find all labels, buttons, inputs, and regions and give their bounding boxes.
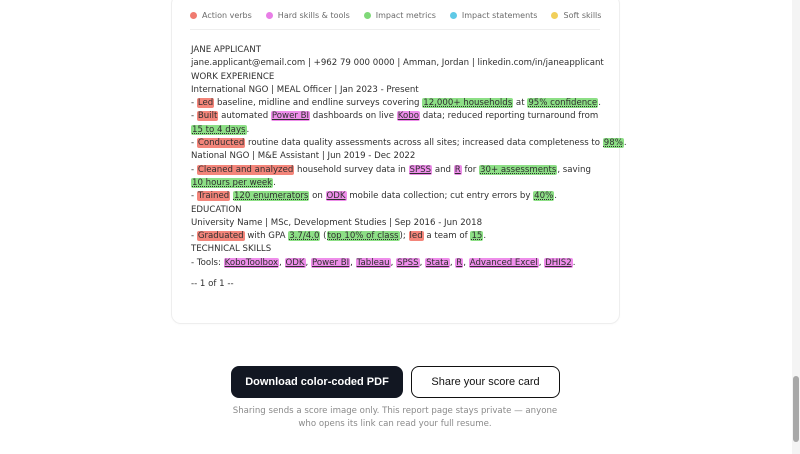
job-header: National NGO | M&E Assistant | Jun 2019 - Dec 2022 [191,151,416,162]
impact-metric: 10 hours per week [192,177,273,188]
bullet-line: - Graduated with GPA 3.7/4.0 (top 10% of class); led a team of 15. [191,231,487,242]
legend-dot-hard-skills [266,12,273,19]
impact-metric: 12,000+ households [423,98,513,109]
resume-contact: jane.applicant@email.com | +962 79 000 0000 | Amman, Jordan | linkedin.com/in/janeapplicant [191,58,604,69]
impact-metric: 15 to 4 days [192,124,246,135]
share-score-card-button[interactable]: Share your score card [411,366,560,398]
education-header: University Name | MSc, Development Studies | Sep 2016 - Jun 2018 [191,217,483,228]
bullet-line: - Led baseline, midline and endline surveys covering 12,000+ households at 95% confidence. [191,98,601,109]
hard-skill: SPSS [409,164,432,175]
impact-metric: 95% confidence [528,98,598,109]
section-heading-skills: TECHNICAL SKILLS [191,244,272,255]
hard-skill: R [456,257,463,268]
legend-item-impact-metrics: Impact metrics [364,9,436,21]
hard-skill: KoboToolbox [224,257,279,268]
action-verb: Trained [197,191,230,202]
legend-divider [190,29,600,30]
action-verb: Built [197,111,218,122]
hard-skill: Tableau [356,257,390,268]
action-verb: led [409,231,423,242]
tools-line: - Tools: KoboToolbox, ODK, Power BI, Tableau, SPSS, Stata, R, Advanced Excel, DHIS2. [191,257,576,268]
legend-item-soft-skills: Soft skills [551,9,601,21]
job-header: International NGO | MEAL Officer | Jan 2023 - Present [191,84,419,95]
bullet-line: - Built automated Power BI dashboards on live Kobo data; reduced reporting turnaround from 15 to 4 days. [191,111,599,135]
page-indicator: -- 1 of 1 -- [191,279,234,290]
legend-dot-soft-skills [551,12,558,19]
hard-skill: DHIS2 [545,257,572,268]
privacy-note: Sharing sends a score image only. This report page stays private — anyone who opens its link can read your full resume. [232,406,558,429]
action-verb: Cleaned and analyzed [197,164,294,175]
hard-skill: Power BI [271,111,310,122]
impact-metric: 120 enumerators [233,191,309,202]
legend-item-hard-skills: Hard skills & tools [266,9,350,21]
resume-text [191,44,627,291]
action-verb: Graduated [197,231,244,242]
impact-metric: 3.7/4.0 [289,231,320,242]
hard-skill: ODK [285,257,305,268]
hard-skill: ODK [326,191,346,202]
impact-metric: 40% [534,191,554,202]
hard-skill: Power BI [312,257,350,268]
legend-dot-impact-statements [450,12,457,19]
hard-skill: R [454,164,461,175]
resume-name: JANE APPLICANT [191,45,261,55]
download-pdf-button[interactable]: Download color-coded PDF [231,366,403,398]
highlight-legend [190,9,601,21]
action-verb: Led [197,98,214,109]
legend-dot-action-verbs [190,12,197,19]
impact-metric: top 10% of class [327,231,399,242]
hard-skill: Stata [426,257,449,268]
hard-skill: Kobo [397,111,419,122]
section-heading-work: WORK EXPERIENCE [191,71,275,82]
bullet-line: - Cleaned and analyzed household survey data in SPSS and R for 30+ assessments, saving 10 hours per week. [191,164,591,188]
hard-skill: Advanced Excel [469,257,538,268]
impact-metric: 15 [471,231,483,242]
action-verb: Conducted [197,138,245,149]
bullet-line: - Trained 120 enumerators on ODK mobile data collection; cut entry errors by 40%. [191,191,557,202]
legend-item-impact-statements: Impact statements [450,9,538,21]
legend-item-action-verbs: Action verbs [190,9,252,21]
impact-metric: 98% [603,138,623,149]
impact-metric: 30+ assessments [480,164,557,175]
legend-dot-impact-metrics [364,12,371,19]
scrollbar-thumb[interactable] [793,376,799,442]
bullet-line: - Conducted routine data quality assessments across all sites; increased data completeness to 98%. [191,138,627,149]
section-heading-education: EDUCATION [191,204,242,215]
hard-skill: SPSS [397,257,419,268]
